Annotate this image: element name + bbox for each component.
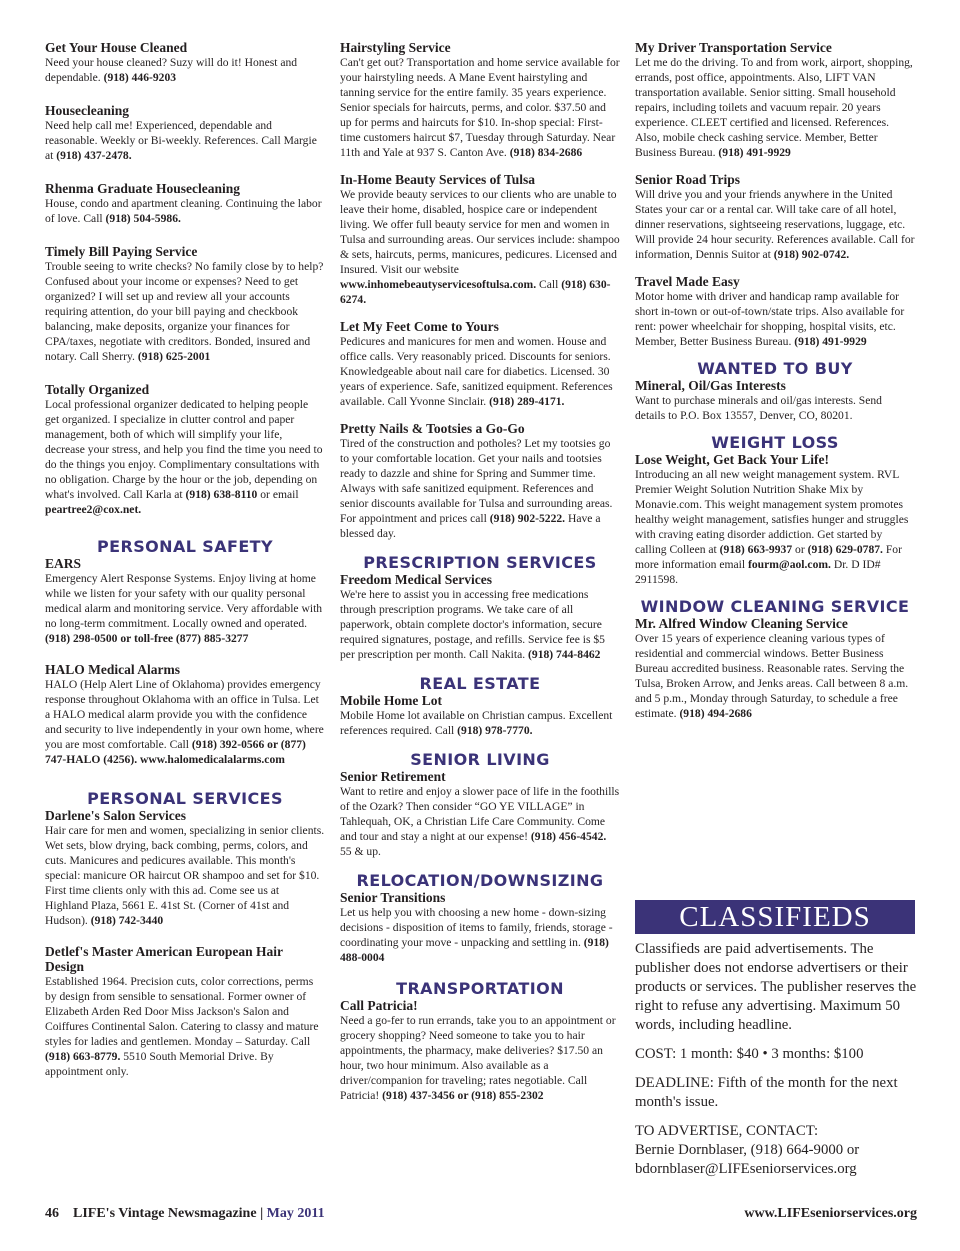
ad-text: Introducing an all new weight management system. RVL Premier Weight Solution Nutrition Shake Mix by Monavie.com. This weight management system promotes healthy weight management, satisfies hunger and struggles with craving eating disorder addiction. Get started by calling Colleen at [635,468,909,556]
ad-body [340,1013,620,1103]
ad-contact[interactable]: (918) 289-4171. [489,395,565,408]
ad-text: 5510 South Memorial Drive. By appointment only. [45,1050,274,1078]
ad-body [45,55,325,85]
ad-text: Emergency Alert Response Systems. Enjoy living at home while we listen for your safety with our quality personal medical alarm and monitoring service. Very affordable with no long-term commitment. Locally owned and operated. [45,572,323,630]
section-heading: WINDOW CLEANING SERVICE [640,597,910,616]
ad-text: Call [536,278,562,291]
ad-title: Lose Weight, Get Back Your Life! [635,452,829,467]
ad-contact[interactable]: (918) 978-7770. [457,724,533,737]
ad-contact[interactable]: www.inhomebeautyservicesoftulsa.com. [340,278,537,291]
ad-text: Trouble seeing to write checks? No family close by to help? Confused about your income or expenses? Need to get organized? I will set up and review all your accounts requiring attention, do your bill paying and checkbook balancing, make deposits, organize your finances for CPA/taxes, negotiate with creditors. Bonded, insured and notary. Call Sherry. [45,260,324,363]
ad-contact[interactable]: (918) 392-0566 or (877) 747-HALO (4256). www.halomedicalalarms.com [45,738,306,766]
ad-title: Senior Transitions [340,890,446,905]
ad-body [45,118,325,163]
ad-body [45,677,325,767]
ad-contact[interactable]: (918) 902-5222. [489,512,566,525]
section-heading: WANTED TO BUY [697,359,853,378]
ad-text: Motor home with driver and handicap ramp available for short in-town or out-of-town/state trips. Also available for rent: power wheelchair for shopping, hospital visits, etc. Member, Better Business Bureau. [635,290,905,348]
ad-contact[interactable]: (918) 625-2001 [137,350,211,363]
ad-body [635,55,915,160]
ad-contact[interactable]: (918) 638-8110 [185,488,258,501]
classified-ad [45,181,325,226]
classified-ad [340,572,620,662]
ad-body [340,587,620,662]
classified-ad [45,103,325,163]
classified-ad [635,616,915,721]
column-1 [45,40,325,1079]
ad-contact[interactable]: (918) 437-3456 or (918) 855-2302 [382,1089,544,1102]
ad-text: For more information email [635,543,902,571]
ad-text: Established 1964. Precision cuts, color corrections, perms by design from sensible to sensational. Former owner of Elizabeth Arden Red Door Miss Jackson's Salon and Coiffures Continental Salon. Catering to classy and mature styles for ladies and gentlemen. Monday – Saturday. Call [45,975,319,1048]
footer-url[interactable]: www.LIFEseniorservices.org [744,1206,917,1221]
ad-contact[interactable]: (918) 902-0742. [773,248,850,261]
ad-text: Have a blessed day. [340,512,601,540]
classified-ad [340,319,620,409]
ad-contact[interactable]: (918) 744-8462 [528,648,601,661]
ad-body [340,436,620,541]
ad-title: HALO Medical Alarms [45,662,180,677]
ad-title: Freedom Medical Services [340,572,492,587]
ad-contact[interactable]: (918) 630-6274. [340,278,611,306]
ad-contact[interactable]: (918) 491-9929 [718,146,791,159]
classified-ad [340,693,620,738]
ad-text: Want to retire and enjoy a slower pace of life in the foothills of the Ozark? Then consider “GO YE VILLAGE” in Tahlequah, OK, a Christian Life Care Community. Come and tour and stay a night at our expense! [340,785,620,843]
ad-body [340,187,620,307]
ad-body [45,397,325,517]
ad-contact[interactable]: (918) 742-3440 [90,914,164,927]
classified-ad [45,808,325,928]
classifieds-contact-name: Bernie Dornblaser, (918) 664-9000 or [635,1142,860,1158]
ad-contact[interactable]: (918) 629-0787. [807,543,883,556]
ad-contact[interactable]: (918) 834-2686 [509,146,583,159]
ad-text: Need your house cleaned? Suzy will do it! Honest and dependable. [45,56,298,84]
footer-separator: | [260,1206,264,1221]
ad-body [340,905,620,965]
ad-body [340,55,620,160]
ad-contact[interactable]: (918) 494-2686 [679,707,752,720]
classified-ad [45,556,325,646]
classified-ad [340,172,620,307]
ad-body [635,187,915,262]
ad-title: Senior Road Trips [635,172,741,187]
section-heading: REAL ESTATE [419,674,541,693]
classifieds-banner: CLASSIFIEDS [635,900,915,934]
ad-title: In-Home Beauty Services of Tulsa [340,172,536,187]
ad-text: House, condo and apartment cleaning. Continuing the labor of love. Call [45,197,322,225]
column-2 [340,40,620,1103]
ad-text: Tired of the construction and potholes? Let my tootsies go to your comfortable location. Get your nails and tootsies ready to dazzle and shine for Spring and Summer time. Always with safe sanitized equipment. References and senior discounts available for Tulsa and surrounding areas. For appointment and prices call [340,437,613,525]
ad-text: Over 15 years of experience cleaning various types of residential and commercial windows. Better Business Bureau accredited business. Reasonable rates. Serving the Tulsa, Broken Arrow, and Jenks areas. Call between 8 a.m. and 5 p.m., Monday through Saturday, to schedule a free estimate. [635,632,909,720]
classified-ad [45,944,325,1079]
ad-body [45,259,325,364]
ad-contact[interactable]: (918) 663-9937 [719,543,793,556]
ad-title: Darlene's Salon Services [45,808,186,823]
ad-text: Want to purchase minerals and oil/gas interests. Send details to P.O. Box 13557, Denver, CO, 80201. [635,394,882,422]
page-number: 46 [45,1206,59,1221]
ad-text: Need a go-fer to run errands, take you to an appointment or grocery shopping? Need someone to take you to hair appointments, the pharmacy, make deliveries? $17.50 an hour, two hour minimum. Also available as a driver/companion for traveling; rates negotiable. Call Patricia! [340,1014,616,1102]
ad-title: Detlef's Master American European Hair Design [45,944,283,974]
ad-text: Will drive you and your friends anywhere in the United States your car or a rental car. Will take care of all hotel, dinner reservations, sightseeing reservations, luggage, etc. Will provide 24 hour security. References available. Call for information, Dennis Suitor at [635,188,915,261]
classified-ad [635,452,915,587]
ad-contact[interactable]: (918) 298-0500 or toll-free (877) 885-3277 [45,632,249,645]
ad-text: Mobile Home lot available on Christian campus. Excellent references required. Call [340,709,613,737]
issue-date: May 2011 [266,1206,325,1221]
classified-ad [340,998,620,1103]
ad-text: or email [257,488,299,501]
ad-title: Get Your House Cleaned [45,40,188,55]
ad-body [635,289,915,349]
ad-title: Totally Organized [45,382,150,397]
ad-contact[interactable]: fourm@aol.com. [748,558,831,571]
classified-ad [635,40,915,160]
ad-text: Let us help you with choosing a new home - down-sizing decisions - disposition of items to family, friends, storage - coordinating your move - unpacking and settling in. [340,906,613,949]
ad-contact[interactable]: (918) 446-9203 [103,71,177,84]
section-heading: TRANSPORTATION [396,979,564,998]
ad-contact[interactable]: (918) 491-9929 [794,335,867,348]
ad-text: Dr. D ID# 2911598. [635,558,881,586]
ad-body [45,196,325,226]
classifieds-cost: COST: 1 month: $40 • 3 months: $100 [635,1046,864,1062]
ad-text: Pedicures and manicures for men and women. House and office calls. Very reasonably priced. Discounts for seniors. Knowledgeable about nail care for diabetics. Licensed. 30 years of experience. Safe, sanitized equipment. References available. Call Yvonne Sinclair. [340,335,613,408]
classifieds-contact-email[interactable]: bdornblaser@LIFEseniorservices.org [635,1161,857,1177]
column-3 [635,40,915,721]
ad-title: Mineral, Oil/Gas Interests [635,378,786,393]
ad-body [340,708,620,738]
ad-contact[interactable]: peartree2@cox.net. [45,503,142,516]
ad-text: Hair care for men and women, specializing in senior clients. Wet sets, blow drying, back combing, perms, colors, and cuts. Manicures and pedicures available. This month's special: manicure OR haircut OR shampoo and set for $10. First time clients only with this ad. Come see us at Highland Plaza, 5661 E. 41st St. (Corner of 41st and Hudson). [45,824,325,927]
ad-title: Timely Bill Paying Service [45,244,198,259]
footer-left [45,1206,325,1222]
section-heading: SENIOR LIVING [410,750,550,769]
ad-body [340,334,620,409]
ad-text: We provide beauty services to our clients who are unable to leave their home, disabled, hospice care or independent living. We offer full beauty service for men and women in Tulsa and surrounding areas. Our services include: shampoo & sets, haircuts, perms, manicures, pedicures. Licensed and Insured. Visit our website [340,188,620,276]
ad-body [45,974,325,1079]
ad-title: My Driver Transportation Service [635,40,832,55]
ad-body [635,631,915,721]
ad-contact[interactable]: (918) 437-2478. [56,149,132,162]
ad-title: Let My Feet Come to Yours [340,319,499,334]
classified-ad [635,274,915,349]
ad-text: HALO (Help Alert Line of Oklahoma) provides emergency response throughout Oklahoma with an office in Tulsa. Let a HALO medical alarm provide you with the confidence and security to live independently in your own home, where you are most comfortable. Call [45,678,324,751]
ad-text: Let me do the driving. To and from work, airport, shopping, errands, post office, appointments. Also, LIFT VAN transportation available. Senior sitting. Small household repairs, including toilets and vacuum repair. 20 years experience. CLEET certified and licensed. References. Also, mobile check cashing service. Member, Better Business Bureau. [635,56,913,159]
classified-ad [45,662,325,767]
ad-contact[interactable]: (918) 456-4542. [530,830,607,843]
ad-text: Local professional organizer dedicated to helping people get organized. I specialize in clutter control and paper management, both of which will simplify your life, decrease your stress, and help you find the time you need to do the things you enjoy. Complimentary consultations with no obligation. Charge by the hour or the job, depending on what's involved. Call Karla at [45,398,323,501]
ad-title: Senior Retirement [340,769,446,784]
ad-body [635,467,915,587]
classifieds-disclaimer: Classifieds are paid advertisements. The publisher does not endorse advertisers or their products or services. The publisher reserves the right to refuse any advertising. Maximum 50 words, including headline. [635,941,917,1033]
ad-title: Housecleaning [45,103,130,118]
ad-text: We're here to assist you in accessing free medications through prescription programs. We take care of all paperwork, obtain complete doctor's information, secure required signatures, postage, and refills. Service fee is $5 per prescription per month. Call Nakita. [340,588,605,661]
section-heading: RELOCATION/DOWNSIZING [356,871,604,890]
classified-ad [635,172,915,262]
section-heading: PERSONAL SERVICES [87,789,283,808]
ad-title: Call Patricia! [340,998,418,1013]
ad-body [45,571,325,646]
classified-ad [340,421,620,541]
ad-text: 55 & up. [340,845,381,858]
ad-body [635,393,915,423]
section-heading: PERSONAL SAFETY [97,537,273,556]
classifieds-info [635,940,917,1179]
section-heading: PRESCRIPTION SERVICES [363,553,597,572]
ad-title: Travel Made Easy [635,274,740,289]
classifieds-deadline: DEADLINE: Fifth of the month for the next month's issue. [635,1075,898,1110]
classified-ad [340,40,620,160]
ad-title: Pretty Nails & Tootsies a Go-Go [340,421,525,436]
classified-ad [340,890,620,965]
section-heading: WEIGHT LOSS [711,433,839,452]
ad-body [45,823,325,928]
ad-contact[interactable]: (918) 504-5986. [105,212,181,225]
ad-text: Need help call me! Experienced, dependable and reasonable. Weekly or Bi-weekly. References. Call Margie at [45,119,317,162]
magazine-name: LIFE's Vintage Newsmagazine [73,1206,257,1221]
ad-title: EARS [45,556,82,571]
classified-ad [340,769,620,859]
ad-title: Rhenma Graduate Housecleaning [45,181,241,196]
classified-ad [45,244,325,364]
ad-text: Can't get out? Transportation and home service available for your hairstyling needs. A Mane Event hairstyling and tanning service for the entire family. 35 years experience. Senior specials for haircuts, perms, and color. $37.50 and up for perms and haircuts for $10. In-shop special: First-time customers haircut $7, Tuesday through Saturday. Near 11th and Yale at 937 S. Canton Ave. [340,56,620,159]
ad-title: Mr. Alfred Window Cleaning Service [635,616,848,631]
ad-body [340,784,620,859]
ad-text: or [792,543,808,556]
ad-contact[interactable]: (918) 663-8779. [45,1050,121,1063]
ad-title: Mobile Home Lot [340,693,442,708]
classifieds-contact-heading: TO ADVERTISE, CONTACT: [635,1123,819,1139]
classified-ad [45,40,325,85]
ad-title: Hairstyling Service [340,40,451,55]
classified-ad [635,378,915,423]
classified-ad [45,382,325,517]
ad-contact[interactable]: (918) 488-0004 [340,936,609,964]
